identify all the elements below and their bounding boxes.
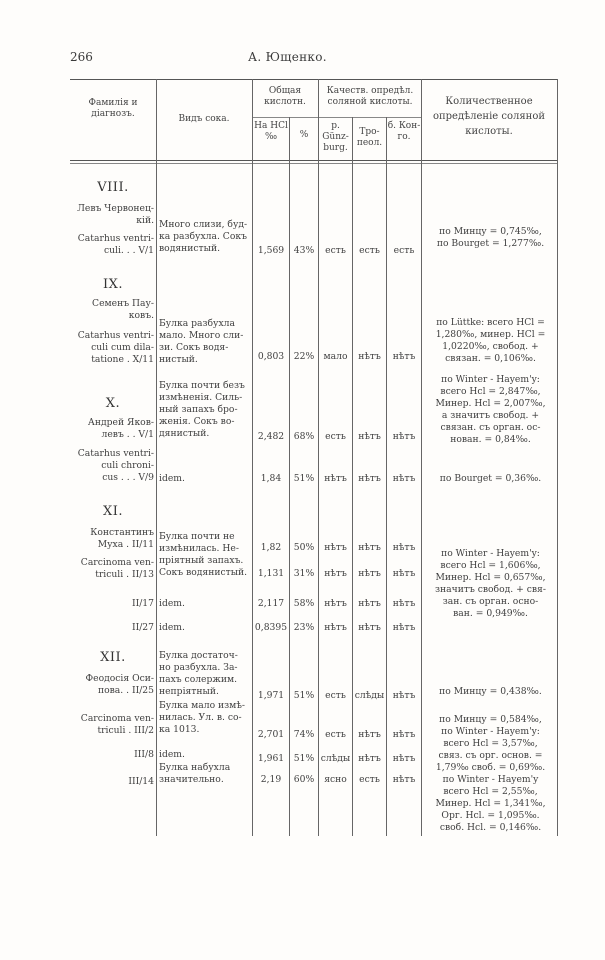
juice-description: но разбухла. За- xyxy=(159,662,238,673)
patient-name: Феодосія Оси- xyxy=(85,673,154,684)
juice-description: мало. Много сли- xyxy=(159,330,244,341)
juice-description: idem. xyxy=(159,622,185,633)
quantitative-result: своб. Hcl. = 0,146‰. xyxy=(439,822,542,833)
diagnosis: triculi . III/2 xyxy=(97,725,154,736)
table-top-rule xyxy=(70,79,558,80)
tropeolin-result: нѣтъ xyxy=(358,622,381,633)
gunzburg-result: нѣтъ xyxy=(324,473,347,484)
quantitative-result: Орг. Hcl. = 1,095‰. xyxy=(441,810,540,821)
quantitative-result: по Winter - Hayem'y: xyxy=(441,548,540,559)
juice-description: зи. Сокъ водя- xyxy=(159,342,229,353)
juice-description: Булка достаточ- xyxy=(159,650,238,661)
percent-value: 51% xyxy=(293,753,315,764)
hcl-value: 1,82 xyxy=(260,542,282,553)
case-number: XII. xyxy=(100,650,126,665)
juice-description: женія. Сокъ во- xyxy=(159,416,235,427)
quantitative-result: по Winter - Hayem'y: xyxy=(441,374,540,385)
gunzburg-result: нѣтъ xyxy=(324,542,347,553)
header-bottom-rule xyxy=(70,160,558,161)
juice-description: Много слизи, буд- xyxy=(159,219,248,230)
header-double-rule xyxy=(70,163,558,164)
header-quality: Качеств. опредѣл. соляной кислоты. xyxy=(326,86,414,107)
col-divider-8 xyxy=(557,79,558,836)
percent-value: 50% xyxy=(293,542,315,553)
gunzburg-result: есть xyxy=(325,431,346,442)
quantitative-result: по Минцу = 0,438‰. xyxy=(439,686,542,697)
diagnosis: Catarhus ventri- xyxy=(77,330,154,341)
juice-description: Булка набухла xyxy=(159,762,231,773)
diagnosis: culi chroni- xyxy=(101,460,154,471)
hcl-value: 0,8395 xyxy=(254,622,288,633)
percent-value: 74% xyxy=(293,729,315,740)
header-percent: % xyxy=(299,130,309,140)
percent-value: 23% xyxy=(293,622,315,633)
patient-name: Андрей Яков- xyxy=(87,417,154,428)
percent-value: 68% xyxy=(293,431,315,442)
quantitative-result: по Минцу = 0,745‰, xyxy=(439,226,542,237)
header-name: Фамилія и діагнозъ. xyxy=(88,98,138,119)
gunzburg-result: есть xyxy=(325,245,346,256)
juice-description: ный запахъ бро- xyxy=(159,404,238,415)
quantitative-result: значитъ свобод. + свя- xyxy=(435,584,546,595)
tropeolin-result: нѣтъ xyxy=(358,431,381,442)
hcl-value: 1,84 xyxy=(260,473,282,484)
juice-description: пахъ солержим. xyxy=(159,674,238,685)
quantitative-result: Минер. Hcl = 0,657‰, xyxy=(435,572,546,583)
quantitative-result: связан. съ орган. ос- xyxy=(440,422,541,433)
diagnosis: Carcinoma ven- xyxy=(80,557,154,568)
quantitative-result: Минер. Hcl = 1,341‰, xyxy=(435,798,546,809)
diagnosis: culi. . . V/1 xyxy=(103,245,154,256)
tropeolin-result: есть xyxy=(359,245,380,256)
header-total-acidity: Общая кислотн. xyxy=(264,86,306,107)
quantitative-result: по Lüttke: всего HCl = xyxy=(436,317,545,328)
kongo-result: нѣтъ xyxy=(392,753,416,764)
kongo-result: нѣтъ xyxy=(392,542,416,553)
juice-description: нистый. xyxy=(159,354,198,365)
tropeolin-result: слѣды xyxy=(354,690,385,701)
juice-description: idem. xyxy=(159,473,185,484)
patient-name: пова. . II/25 xyxy=(97,685,154,696)
kongo-result: нѣтъ xyxy=(392,431,416,442)
juice-description: Сокъ водянистый. xyxy=(159,567,248,578)
patient-name: кій. xyxy=(136,215,154,226)
juice-description: ка разбухла. Сокъ xyxy=(159,231,247,242)
percent-value: 43% xyxy=(293,245,315,256)
header-hcl: На HCl ‰ xyxy=(254,121,288,142)
case-number: X. xyxy=(105,396,121,411)
header-quantitative: Количественное опредѣленіе соляной кислоты. xyxy=(432,96,546,137)
quantitative-result: связан. = 0,106‰. xyxy=(445,353,536,364)
diagnosis: tatione . X/11 xyxy=(91,354,154,365)
diagnosis: Catarhus ventri- xyxy=(77,448,154,459)
kongo-result: есть xyxy=(393,245,415,256)
juice-description: измѣнилась. Не- xyxy=(159,543,239,554)
quantitative-result: по Минцу = 0,584‰, xyxy=(439,714,542,725)
juice-description: значительно. xyxy=(159,774,224,785)
patient-name: левъ . . V/1 xyxy=(101,429,154,440)
quantitative-result: зан. съ орган. осно- xyxy=(442,596,539,607)
tropeolin-result: нѣтъ xyxy=(358,542,381,553)
tropeolin-result: есть xyxy=(359,774,380,785)
diagnosis: triculi . II/13 xyxy=(95,569,154,580)
quantitative-result: по Winter - Hayem'y xyxy=(442,774,539,785)
header-tropeolin: Тро-пеол. xyxy=(356,127,383,148)
juice-description: непріятный. xyxy=(159,686,219,697)
patient-name: ковъ. xyxy=(128,310,154,321)
gunzburg-result: нѣтъ xyxy=(324,598,347,609)
kongo-result: нѣтъ xyxy=(392,568,416,579)
patient-name: Муха . II/11 xyxy=(97,539,154,550)
hcl-value: 2,19 xyxy=(260,774,282,785)
kongo-result: нѣтъ xyxy=(392,473,416,484)
diagnosis: Catarhus ventri- xyxy=(77,233,154,244)
tropeolin-result: нѣтъ xyxy=(358,598,381,609)
juice-description: Булка почти безъ xyxy=(159,380,245,391)
gunzburg-result: есть xyxy=(325,690,346,701)
gunzburg-result: нѣтъ xyxy=(324,568,347,579)
gunzburg-result: мало xyxy=(323,351,348,362)
quantitative-result: 1,0220‰, свобод. + xyxy=(442,341,539,352)
quantitative-result: а значитъ свобод. + xyxy=(441,410,540,421)
juice-description: ка 1013. xyxy=(159,724,200,735)
diagnosis: II/17 xyxy=(131,598,154,609)
quantitative-result: 1,280‰, минер. HCl = xyxy=(435,329,546,340)
quantitative-result: по Bourget = 0,36‰. xyxy=(439,473,542,484)
patient-name: Константинъ xyxy=(90,527,154,538)
kongo-result: нѣтъ xyxy=(392,622,416,633)
col-divider-7 xyxy=(421,79,422,836)
col-divider-1 xyxy=(156,79,157,836)
juice-description: нилась. Ул. в. со- xyxy=(159,712,242,723)
header-juice: Видъ сока. xyxy=(178,114,230,124)
tropeolin-result: нѣтъ xyxy=(358,729,381,740)
hcl-value: 1,131 xyxy=(257,568,285,579)
juice-description: дянистый. xyxy=(159,428,210,439)
gunzburg-result: есть xyxy=(325,729,346,740)
tropeolin-result: нѣтъ xyxy=(358,351,381,362)
juice-description: водянистый. xyxy=(159,243,220,254)
quantitative-result: всего Hcl = 2,55‰, xyxy=(443,786,538,797)
header-gunzburg: р. Günz-burg. xyxy=(322,121,349,153)
gunzburg-result: ясно xyxy=(324,774,347,785)
tropeolin-result: нѣтъ xyxy=(358,568,381,579)
gunzburg-result: слѣды xyxy=(320,753,351,764)
header-kongo: б. Кон-го. xyxy=(387,121,421,142)
percent-value: 60% xyxy=(293,774,315,785)
patient-name: Семенъ Пау- xyxy=(92,298,154,309)
kongo-result: нѣтъ xyxy=(392,351,416,362)
hcl-value: 1,971 xyxy=(257,690,285,701)
hcl-value: 1,569 xyxy=(257,245,285,256)
percent-value: 51% xyxy=(293,473,315,484)
juice-description: измѣненія. Силь- xyxy=(159,392,243,403)
diagnosis: Carcinoma ven- xyxy=(80,713,154,724)
quantitative-result: всего Hcl = 2,847‰, xyxy=(440,386,541,397)
juice-description: idem. xyxy=(159,749,185,760)
kongo-result: нѣтъ xyxy=(392,598,416,609)
tropeolin-result: нѣтъ xyxy=(358,473,381,484)
subheader-rule xyxy=(252,117,421,118)
hcl-value: 1,961 xyxy=(257,753,285,764)
quantitative-result: связ. съ орг. основ. = xyxy=(438,750,543,761)
juice-description: Булка почти не xyxy=(159,531,235,542)
quantitative-result: всего Hcl = 1,606‰, xyxy=(440,560,541,571)
quantitative-result: ван. = 0,949‰. xyxy=(453,608,528,619)
quantitative-result: по Bourget = 1,277‰. xyxy=(436,238,545,249)
quantitative-result: Минер. Hcl = 2,007‰, xyxy=(435,398,546,409)
hcl-value: 0,803 xyxy=(257,351,285,362)
percent-value: 22% xyxy=(293,351,315,362)
diagnosis: cus . . . V/9 xyxy=(102,472,154,483)
juice-description: Булка разбухла xyxy=(159,318,235,329)
case-number: IX. xyxy=(102,277,124,292)
quantitative-result: нован. = 0,84‰. xyxy=(450,434,531,445)
diagnosis: II/27 xyxy=(131,622,154,633)
diagnosis: culi cum dila- xyxy=(91,342,154,353)
juice-description: Булка мало измѣ- xyxy=(159,700,245,711)
case-number: VIII. xyxy=(97,180,129,195)
kongo-result: нѣтъ xyxy=(392,729,416,740)
hcl-value: 2,482 xyxy=(257,431,285,442)
percent-value: 31% xyxy=(293,568,315,579)
col-divider-4 xyxy=(318,79,319,836)
juice-description: idem. xyxy=(159,598,185,609)
juice-description: пріятный запахъ. xyxy=(159,555,244,566)
percent-value: 58% xyxy=(293,598,315,609)
patient-name: Левъ Червонец- xyxy=(77,203,154,214)
diagnosis: III/14 xyxy=(128,776,154,787)
running-head: А. Ющенко. xyxy=(248,50,327,64)
quantitative-result: 1,79‰ своб. = 0,69‰. xyxy=(435,762,546,773)
case-number: XI. xyxy=(102,504,124,519)
diagnosis: III/8 xyxy=(134,749,154,760)
col-divider-2 xyxy=(252,79,253,836)
page-number: 266 xyxy=(70,50,93,64)
kongo-result: нѣтъ xyxy=(392,690,416,701)
gunzburg-result: нѣтъ xyxy=(324,622,347,633)
hcl-value: 2,117 xyxy=(257,598,285,609)
kongo-result: нѣтъ xyxy=(392,774,416,785)
hcl-value: 2,701 xyxy=(257,729,285,740)
quantitative-result: всего Hcl = 3,57‰, xyxy=(443,738,538,749)
percent-value: 51% xyxy=(293,690,315,701)
quantitative-result: по Winter - Hayem'y: xyxy=(441,726,540,737)
tropeolin-result: нѣтъ xyxy=(358,753,381,764)
